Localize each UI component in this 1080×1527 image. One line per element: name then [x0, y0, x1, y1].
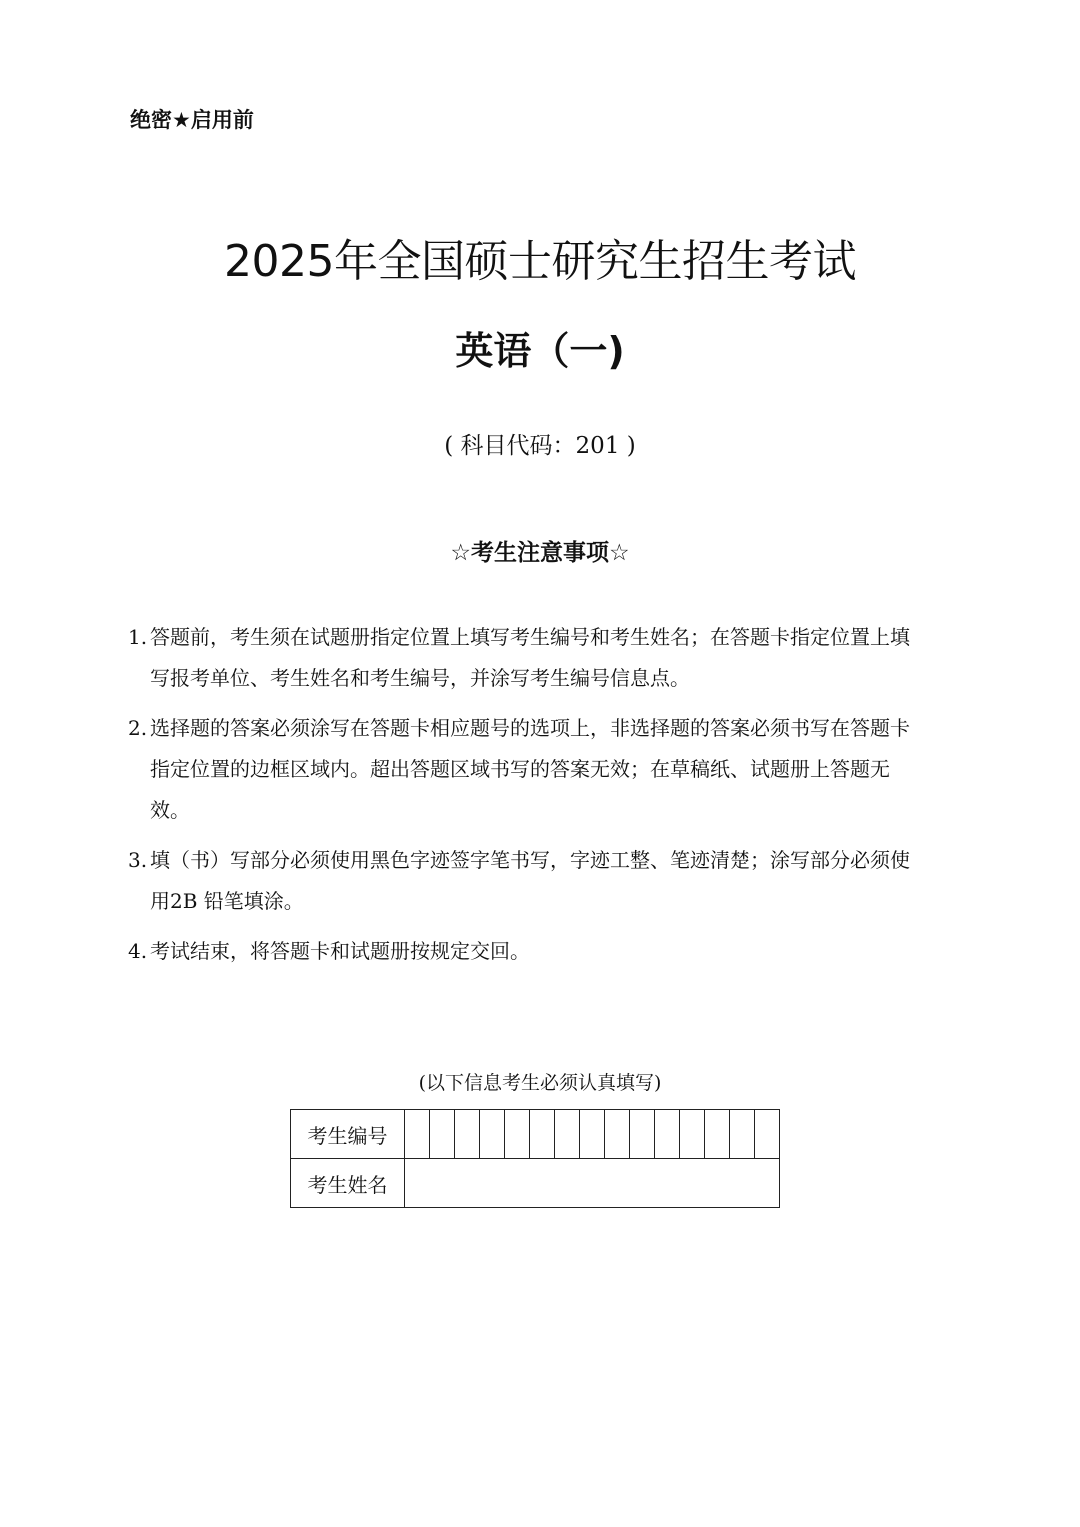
candidate-number-digit-box[interactable] — [430, 1110, 455, 1159]
candidate-number-digit-box[interactable] — [605, 1110, 630, 1159]
notice-item-number: 4. — [128, 939, 148, 963]
notice-item-number: 2. — [128, 716, 148, 740]
candidate-number-digit-box[interactable] — [505, 1110, 530, 1159]
candidate-number-digit-box[interactable] — [480, 1110, 505, 1159]
notice-list — [128, 617, 958, 981]
notice-item-line: 指定位置的边框区域内。超出答题区域书写的答案无效；在草稿纸、试题册上答题无 — [150, 757, 890, 781]
candidate-name-field[interactable] — [405, 1159, 780, 1208]
candidate-number-label: 考生编号 — [291, 1110, 405, 1159]
candidate-number-digit-box[interactable] — [755, 1110, 780, 1159]
candidate-number-digit-box[interactable] — [580, 1110, 605, 1159]
candidate-number-digit-box[interactable] — [630, 1110, 655, 1159]
notice-item — [128, 617, 958, 699]
candidate-number-digit-box[interactable] — [730, 1110, 755, 1159]
notice-item-line: 选择题的答案必须涂写在答题卡相应题号的选项上，非选择题的答案必须书写在答题卡 — [150, 716, 910, 740]
notice-item-line: 填（书）写部分必须使用黑色字迹签字笔书写，字迹工整、笔迹清楚；涂写部分必须使 — [150, 848, 910, 872]
notice-item-number: 1. — [128, 625, 148, 649]
notice-item-line: 答题前，考生须在试题册指定位置上填写考生编号和考生姓名；在答题卡指定位置上填 — [150, 625, 910, 649]
candidate-number-row — [291, 1110, 780, 1159]
notice-item-line: 效。 — [150, 798, 190, 822]
candidate-name-label: 考生姓名 — [291, 1159, 405, 1208]
notice-item — [128, 708, 958, 831]
notice-item-line: 写报考单位、考生姓名和考生编号，并涂写考生编号信息点。 — [150, 666, 690, 690]
notice-item — [128, 840, 958, 922]
exam-title: 2025年全国硕士研究生招生考试 — [224, 236, 856, 287]
candidate-name-row — [291, 1159, 780, 1208]
candidate-number-digit-box[interactable] — [405, 1110, 430, 1159]
notice-item-line: 用2B 铅笔填涂。 — [150, 889, 304, 913]
notice-item — [128, 931, 958, 972]
subject-title: 英语（一) — [455, 329, 625, 373]
candidate-number-digit-box[interactable] — [655, 1110, 680, 1159]
candidate-info-instruction: (以下信息考生必须认真填写) — [418, 1072, 662, 1094]
notice-heading: ☆考生注意事项☆ — [450, 540, 630, 566]
candidate-number-digit-box[interactable] — [555, 1110, 580, 1159]
notice-item-number: 3. — [128, 848, 148, 872]
notice-item-line: 考试结束，将答题卡和试题册按规定交回。 — [150, 939, 530, 963]
candidate-info-table — [290, 1109, 780, 1208]
candidate-number-digit-box[interactable] — [680, 1110, 705, 1159]
candidate-number-digit-box[interactable] — [530, 1110, 555, 1159]
confidential-mark: 绝密★启用前 — [130, 108, 254, 132]
candidate-number-digit-box[interactable] — [705, 1110, 730, 1159]
candidate-number-digit-box[interactable] — [455, 1110, 480, 1159]
subject-code: ( 科目代码：201 ) — [444, 433, 636, 459]
